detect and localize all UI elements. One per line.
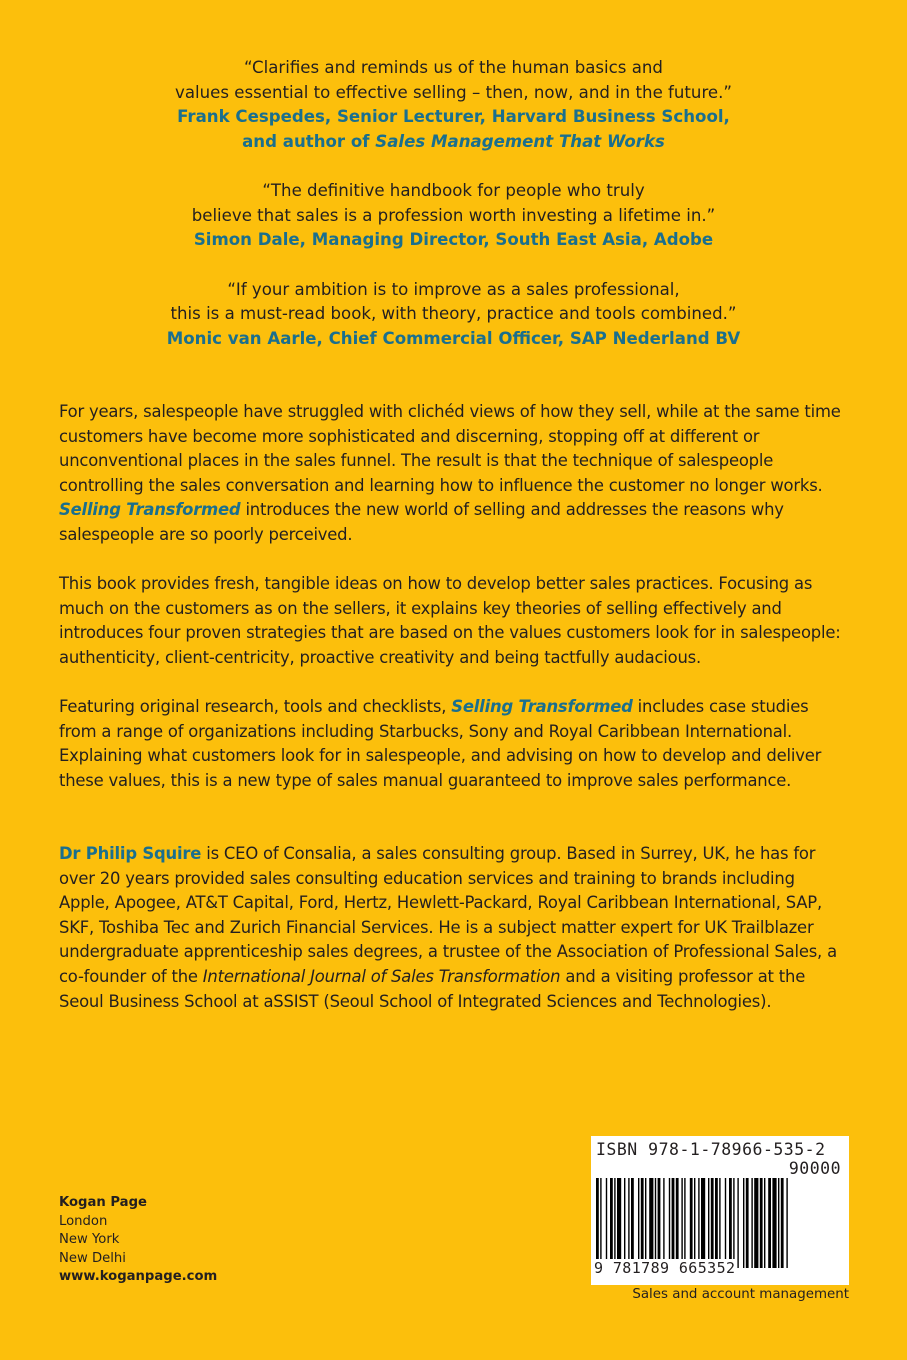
book-title: Selling Transformed xyxy=(451,696,633,716)
barcode-bar xyxy=(698,1178,699,1268)
barcode-bar xyxy=(624,1178,625,1268)
barcode-bar xyxy=(711,1178,714,1268)
description-paragraph-1 xyxy=(59,400,849,548)
barcode-bars-icon xyxy=(596,1178,844,1268)
quote-line: values essential to effective selling – then, now, and in the future.” xyxy=(175,82,732,102)
barcode-bar xyxy=(658,1178,661,1268)
book-title: Selling Transformed xyxy=(59,500,241,520)
barcode-bar xyxy=(772,1178,776,1268)
barcode-bar xyxy=(663,1178,664,1268)
barcode-bar xyxy=(672,1178,675,1268)
quote-attribution xyxy=(0,130,907,155)
author-bio-paragraph xyxy=(59,842,849,1014)
barcode-bar xyxy=(684,1178,685,1268)
publisher-city: London xyxy=(59,1213,108,1229)
endorsement-van-aarle xyxy=(0,278,907,352)
paragraph-text: includes case studies from a range of organizations including Starbucks, Sony and Royal Caribbean International. Explaining what customers look for in salespeople, and advising on how to develop and deliver these values, this is a new type of sales manual guaranteed to improve sales performance. xyxy=(59,696,822,790)
subject-category: Sales and account management xyxy=(632,1287,849,1302)
price-code: 90000 xyxy=(788,1159,841,1178)
quote-line: “The definitive handbook for people who truly xyxy=(262,181,645,200)
bio-text: is CEO of Consalia, a sales consulting group. Based in Surrey, UK, he has for over 20 years provided sales consulting education services and training to brands including Apple, Apogee, AT&T Capital, Ford, Hertz, Hewlett-Packard, Royal Caribbean International, SAP, SKF, Toshiba Tec and Zurich Financial Services. He is a subject matter expert for UK Trailblazer undergraduate apprenticeship sales degrees, a trustee of the Association of Professional Sales, a co-founder of the xyxy=(59,844,837,986)
barcode-bar xyxy=(729,1178,732,1268)
barcode-bar xyxy=(606,1178,607,1268)
barcode-bar xyxy=(681,1178,682,1268)
book-description xyxy=(59,400,849,818)
barcode-bar xyxy=(641,1178,644,1268)
author-bio xyxy=(59,842,849,1014)
bio-text: and a visiting professor at the Seoul Business School at aSSIST (Seoul School of Integrated Sciences and Technologies). xyxy=(59,966,806,1011)
author-name: Dr Philip Squire xyxy=(59,844,202,863)
publisher-city: New Delhi xyxy=(59,1250,126,1266)
paragraph-text: introduces the new world of selling and addresses the reasons why salespeople are so poorly perceived. xyxy=(59,500,784,544)
barcode-bar xyxy=(617,1178,621,1268)
isbn-barcode xyxy=(591,1136,849,1285)
barcode-bar xyxy=(669,1178,670,1268)
barcode-bar xyxy=(751,1178,752,1268)
barcode-bar xyxy=(701,1178,705,1268)
barcode-bar xyxy=(760,1178,763,1268)
barcode-bar xyxy=(708,1178,709,1268)
barcode-bar xyxy=(719,1178,720,1268)
barcode-bar xyxy=(754,1178,758,1268)
barcode-bar xyxy=(786,1178,787,1268)
barcode-bar xyxy=(725,1178,726,1268)
barcode-bar xyxy=(676,1178,679,1268)
barcode-bar xyxy=(715,1178,718,1268)
quote-attribution: Simon Dale, Managing Director, South East Asia, Adobe xyxy=(193,230,714,249)
barcode-bar xyxy=(746,1178,749,1268)
barcode-bar xyxy=(610,1178,613,1268)
attribution-book-title: Sales Management That Works xyxy=(375,131,665,151)
description-paragraph-2: This book provides fresh, tangible ideas on how to develop better sales practices. Focusing as much on the customers as on the sellers, it explains key theories of selling effectively and introduces four proven strategies that are based on the values customers look for in salespeople: authenticity, client-centricity, proactive creativity and being tactfully audacious. xyxy=(59,574,841,667)
quote-attribution: Frank Cespedes, Senior Lecturer, Harvard Business School, xyxy=(177,107,730,126)
isbn-number: ISBN 978-1-78966-535-2 xyxy=(596,1140,826,1159)
barcode-bar xyxy=(743,1178,744,1268)
barcode-bar xyxy=(614,1178,615,1268)
publisher-city: New York xyxy=(59,1232,120,1248)
barcode-bar xyxy=(655,1178,656,1268)
barcode-digits: 9 781789 665352 xyxy=(594,1259,736,1277)
barcode-bar xyxy=(781,1178,784,1268)
barcode-bar xyxy=(649,1178,653,1268)
attribution-prefix: and author of xyxy=(242,131,376,151)
publisher-website: www.koganpage.com xyxy=(59,1269,218,1285)
barcode-bar xyxy=(737,1178,738,1268)
paragraph-text: Featuring original research, tools and checklists, xyxy=(59,696,452,716)
barcode-bar xyxy=(694,1178,695,1268)
barcode-bar xyxy=(631,1178,634,1268)
publisher-info xyxy=(59,1194,217,1287)
barcode-bar xyxy=(645,1178,646,1268)
journal-title: International Journal of Sales Transformation xyxy=(202,966,561,986)
barcode-bar xyxy=(778,1178,779,1268)
barcode-bar xyxy=(596,1178,599,1268)
barcode-bar xyxy=(768,1178,771,1268)
endorsements xyxy=(0,56,907,376)
quote-attribution: Monic van Aarle, Chief Commercial Officer, SAP Nederland BV xyxy=(166,328,741,348)
quote-line: “Clarifies and reminds us of the human basics and xyxy=(244,58,663,77)
paragraph-text: For years, salespeople have struggled with clichéd views of how they sell, while at the same time customers have become more sophisticated and discerning, stopping off at different or unconventional places in the sales funnel. The result is that the technique of salespeople controlling the sales conversation and learning how to influence the customer no longer works. xyxy=(59,402,841,495)
barcode-bar xyxy=(638,1178,639,1268)
barcode-bar xyxy=(600,1178,601,1268)
barcode-bar xyxy=(690,1178,693,1268)
barcode-bar xyxy=(764,1178,765,1268)
quote-line: believe that sales is a profession worth investing a lifetime in.” xyxy=(191,205,716,225)
endorsement-cespedes xyxy=(0,56,907,154)
barcode-bar xyxy=(628,1178,629,1268)
barcode-bar xyxy=(733,1178,734,1268)
description-paragraph-3 xyxy=(59,695,849,793)
quote-line: this is a must-read book, with theory, practice and tools combined.” xyxy=(170,304,737,323)
publisher-name: Kogan Page xyxy=(59,1195,147,1210)
endorsement-dale xyxy=(0,179,907,253)
quote-line: “If your ambition is to improve as a sales professional, xyxy=(227,279,680,299)
